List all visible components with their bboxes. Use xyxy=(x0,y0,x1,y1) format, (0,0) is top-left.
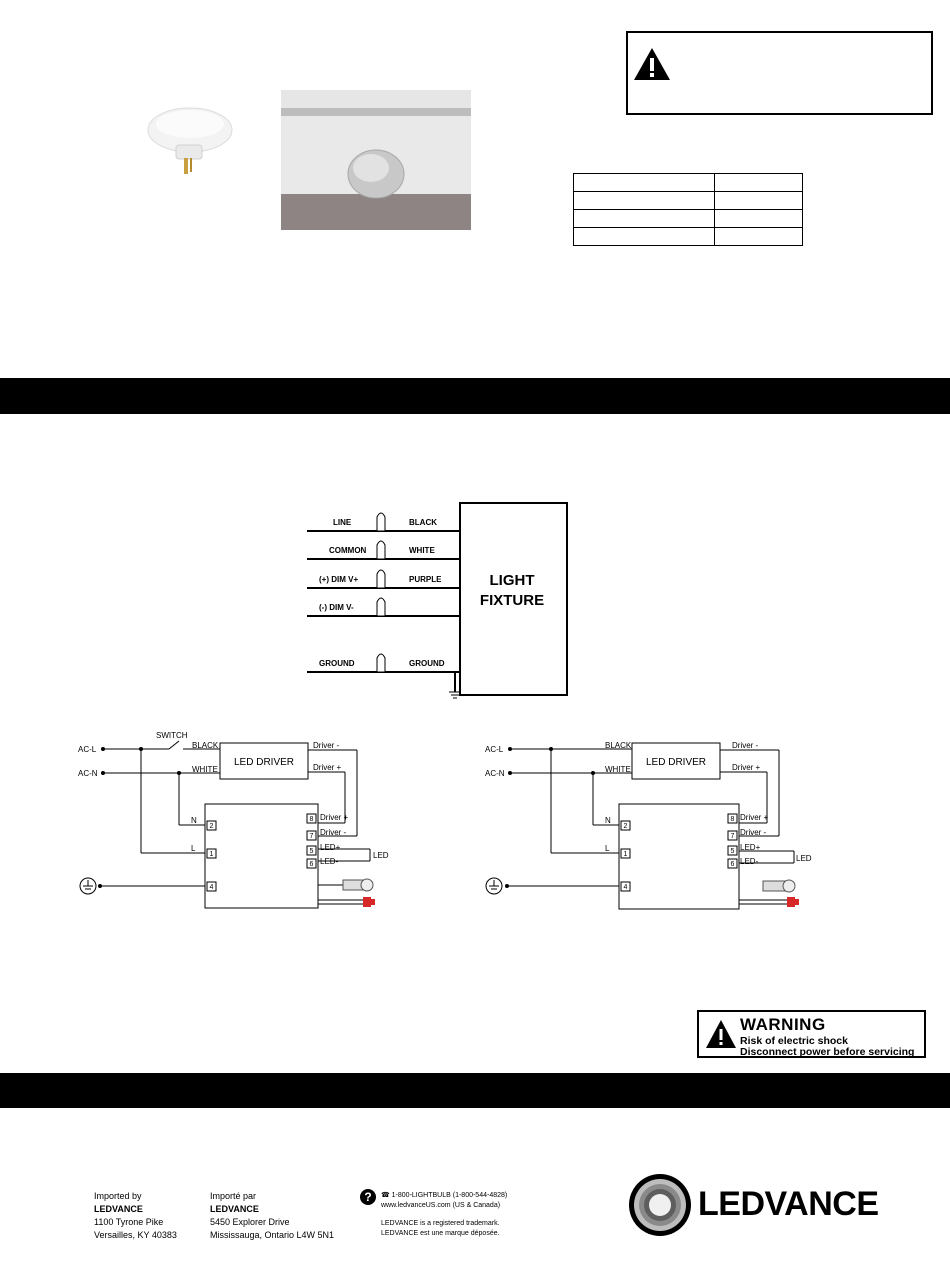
importe-par-label: Importé par xyxy=(210,1191,257,1201)
wire-label-dim-plus: (+) DIM V+ xyxy=(319,575,359,584)
ledvance-logo-text: LEDVANCE xyxy=(698,1185,879,1223)
company-ca: LEDVANCE xyxy=(210,1204,259,1214)
ac-n-label: AC-N xyxy=(78,769,98,778)
table-row xyxy=(574,192,803,210)
warning-triangle-icon xyxy=(705,1019,737,1049)
installed-sensor-photo xyxy=(281,90,471,230)
trademark-en: LEDVANCE is a registered trademark. xyxy=(381,1220,500,1227)
wiring-diagram-direct xyxy=(482,728,827,918)
terminal-2: 2 xyxy=(209,823,214,830)
led-plus-label: LED+ xyxy=(320,843,341,852)
white-label: WHITE xyxy=(192,765,218,774)
table-row xyxy=(574,174,803,192)
wire-color-ground: GROUND xyxy=(409,659,445,668)
warning-title: WARNING xyxy=(740,1015,826,1034)
led-label: LED xyxy=(796,854,812,863)
address-ca-line1: 5450 Explorer Drive xyxy=(210,1217,290,1227)
terminal-driver-minus-label: Driver - xyxy=(320,828,347,837)
terminal-2: 2 xyxy=(623,823,628,830)
spec-table xyxy=(573,173,803,246)
company-us: LEDVANCE xyxy=(94,1204,143,1214)
led-driver-label: LED DRIVER xyxy=(233,757,295,768)
sensor-harness-icon xyxy=(763,880,799,907)
terminal-4: 4 xyxy=(209,884,214,891)
section-header-band xyxy=(0,378,950,414)
driver-plus-label: Driver + xyxy=(313,763,342,772)
wiring-diagram-switch xyxy=(75,728,420,918)
led-driver-label: LED DRIVER xyxy=(645,757,707,768)
wire-color-white: WHITE xyxy=(409,546,435,555)
terminal-1: 1 xyxy=(623,851,628,858)
driver-minus-label: Driver - xyxy=(313,741,340,750)
wire-color-black: BLACK xyxy=(409,518,437,527)
terminal-6: 6 xyxy=(730,861,735,868)
fixture-label-line2: FIXTURE xyxy=(479,592,545,609)
driver-minus-label: Driver - xyxy=(732,741,759,750)
terminal-5: 5 xyxy=(309,848,314,855)
wire-color-purple: PURPLE xyxy=(409,575,442,584)
terminal-7: 7 xyxy=(730,833,735,840)
table-row xyxy=(574,210,803,228)
terminal-5: 5 xyxy=(730,848,735,855)
led-minus-label: LED- xyxy=(740,857,759,866)
led-plus-label: LED+ xyxy=(740,843,761,852)
terminal-driver-plus-label: Driver + xyxy=(740,813,769,822)
warning-line-1: Risk of electric shock xyxy=(740,1035,848,1047)
terminal-7: 7 xyxy=(309,833,314,840)
warning-line-2: Disconnect power before servicing xyxy=(740,1046,915,1058)
n-label: N xyxy=(605,816,611,825)
website: www.ledvanceUS.com (US & Canada) xyxy=(381,1202,501,1209)
terminal-4: 4 xyxy=(623,884,628,891)
driver-plus-label: Driver + xyxy=(732,763,761,772)
sensor-product-photo xyxy=(140,100,240,180)
ac-l-label: AC-L xyxy=(78,745,97,754)
caution-box xyxy=(626,31,933,115)
phone-number: ☎ 1-800-LIGHTBULB (1-800-544-4828) xyxy=(381,1192,508,1199)
importer-ca xyxy=(210,1190,334,1242)
importer-us xyxy=(94,1190,177,1242)
wire-label-ground: GROUND xyxy=(319,659,355,668)
address-us-line1: 1100 Tyrone Pike xyxy=(94,1217,164,1227)
ac-n-label: AC-N xyxy=(485,769,505,778)
trademark-fr: LEDVANCE est une marque déposée. xyxy=(381,1230,500,1237)
terminal-driver-plus-label: Driver + xyxy=(320,813,349,822)
address-ca-line2: Mississauga, Ontario L4W 5N1 xyxy=(210,1230,335,1240)
warning-triangle-icon xyxy=(633,47,671,81)
table-row xyxy=(574,228,803,246)
terminal-6: 6 xyxy=(309,861,314,868)
terminal-driver-minus-label: Driver - xyxy=(740,828,767,837)
address-us-line2: Versailles, KY 40383 xyxy=(94,1230,177,1240)
l-label: L xyxy=(191,844,196,853)
electric-shock-warning xyxy=(697,1010,926,1058)
wire-label-dim-minus: (-) DIM V- xyxy=(319,603,354,612)
terminal-8: 8 xyxy=(730,816,735,823)
white-label: WHITE xyxy=(605,765,631,774)
ledvance-logo-icon xyxy=(628,1173,692,1237)
switch-label: SWITCH xyxy=(156,731,188,740)
contact-info xyxy=(381,1191,507,1239)
wire-label-line: LINE xyxy=(333,518,352,527)
fixture-label-line1: LIGHT xyxy=(489,572,535,589)
help-icon: ? xyxy=(360,1189,376,1205)
terminal-8: 8 xyxy=(309,816,314,823)
led-minus-label: LED- xyxy=(320,857,339,866)
ac-l-label: AC-L xyxy=(485,745,504,754)
fixture-wiring-diagram xyxy=(305,495,580,710)
n-label: N xyxy=(191,816,197,825)
black-label: BLACK xyxy=(192,741,219,750)
terminal-1: 1 xyxy=(209,851,214,858)
imported-by-label: Imported by xyxy=(94,1191,142,1201)
sensor-harness-icon xyxy=(343,879,375,907)
led-label: LED xyxy=(373,851,389,860)
wire-label-common: COMMON xyxy=(329,546,367,555)
black-label: BLACK xyxy=(605,741,632,750)
footer-band xyxy=(0,1073,950,1108)
l-label: L xyxy=(605,844,610,853)
